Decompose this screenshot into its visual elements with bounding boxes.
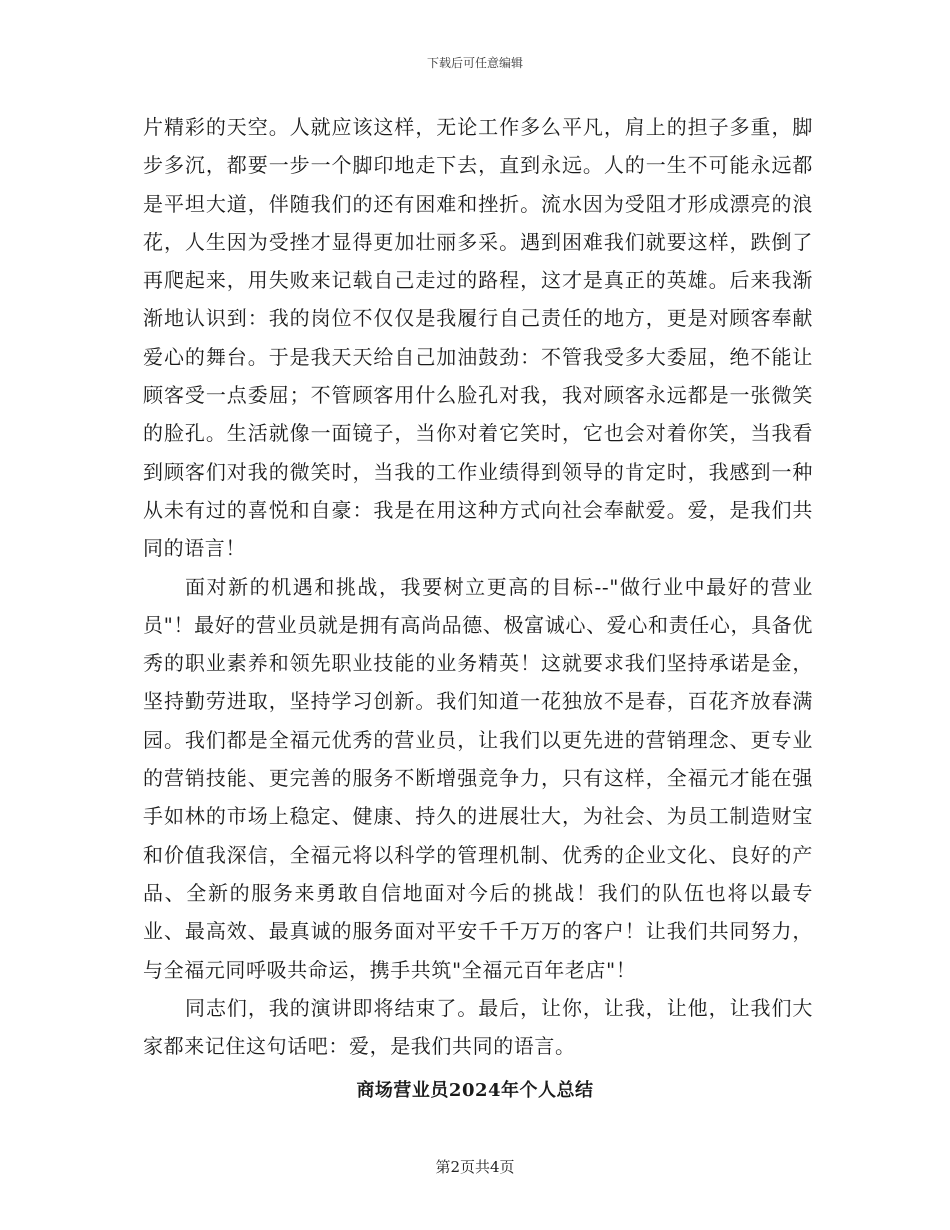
paragraph-goals: 面对新的机遇和挑战，我要树立更高的目标--"做行业中最好的营业员"！最好的营业员就是拥有高尚品德、极富诚心、爱心和责任心，具备优秀的职业素养和领先职业技能的业务精英！这就要求我们坚持承诺是金，坚持勤劳进取，坚持学习创新。我们知道一花独放不是春，百花齐放春满园。我们都是全福元优秀的营业员，让我们以更先进的营销理念、更专业的营销技能、更完善的服务不断增强竞争力，只有这样，全福元才能在强手如林的市场上稳定、健康、持久的进展壮大，为社会、为员工制造财宝和价值我深信，全福元将以科学的管理机制、优秀的企业文化、良好的产品、全新的服务来勇敢自信地面对今后的挑战！我们的队伍也将以最专业、最高效、最真诚的服务面对平安千千万万的客户！让我们共同努力，与全福元同呼吸共命运，携手共筑"全福元百年老店"！ — [143, 574, 813, 982]
page-footer: 第2页共4页 — [435, 1158, 515, 1176]
paragraph-continuation: 片精彩的天空。人就应该这样，无论工作多么平凡，肩上的担子多重，脚步多沉，都要一步一个脚印地走下去，直到永远。人的一生不可能永远都是平坦大道，伴随我们的还有困难和挫折。流水因为受阻才形成漂亮的浪花，人生因为受挫才显得更加壮丽多采。遇到困难我们就要这样，跌倒了再爬起来，用失败来记载自己走过的路程，这才是真正的英雄。后来我渐渐地认识到：我的岗位不仅仅是我履行自己责任的地方，更是对顾客奉献爱心的舞台。于是我天天给自己加油鼓劲：不管我受多大委屈，绝不能让顾客受一点委屈；不管顾客用什么脸孔对我，我对顾客永远都是一张微笑的脸孔。生活就像一面镜子，当你对着它笑时，它也会对着你笑，当我看到顾客们对我的微笑时，当我的工作业绩得到领导的肯定时，我感到一种从未有过的喜悦和自豪：我是在用这种方式向社会奉献爱。爱，是我们共同的语言！ — [143, 115, 813, 561]
page-header: 下载后可任意编辑 — [426, 56, 523, 70]
document-body — [143, 108, 813, 1065]
section-title: 商场营业员2024年个人总结 — [356, 1080, 594, 1101]
paragraph-closing: 同志们，我的演讲即将结束了。最后，让你，让我，让他，让我们大家都来记住这句话吧：爱，是我们共同的语言。 — [143, 995, 813, 1059]
